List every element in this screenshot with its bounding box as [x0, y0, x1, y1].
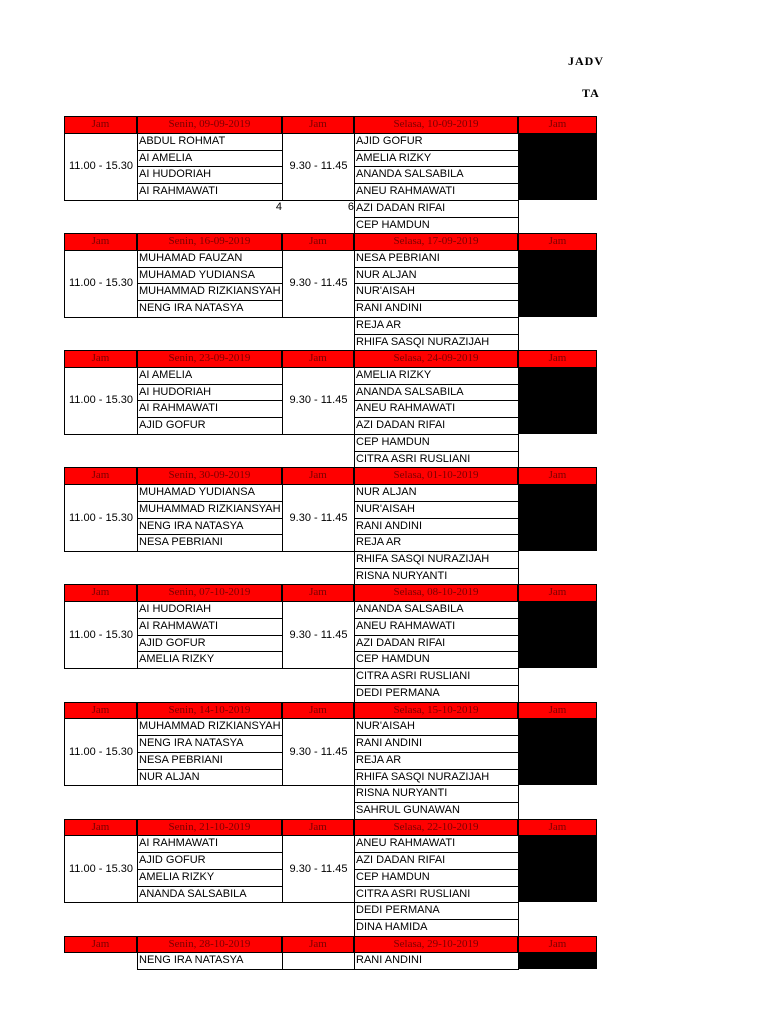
tuesday-participant: AZI DADAN RIFAI	[354, 852, 519, 870]
monday-participant: AI HUDORIAH	[137, 384, 283, 402]
monday-participant: NESA PEBRIANI	[137, 752, 283, 770]
header-tuesday-date: Selasa, 24-09-2019	[354, 350, 518, 368]
header-jam: Jam	[64, 350, 137, 368]
tuesday-participant: NUR'AISAH	[354, 718, 519, 736]
tuesday-participant: AMELIA RIZKY	[354, 150, 519, 168]
header-jam: Jam	[518, 467, 597, 485]
tuesday-participant: CEP HAMDUN	[354, 651, 519, 669]
monday-participant: ANANDA SALSABILA	[137, 886, 283, 904]
header-jam: Jam	[64, 467, 137, 485]
tuesday-participant: REJA AR	[354, 752, 519, 770]
monday-participant: NENG IRA NATASYA	[137, 952, 283, 970]
tuesday-participant: AZI DADAN RIFAI	[354, 635, 519, 653]
tuesday-participant: CITRA ASRI RUSLIANI	[354, 668, 519, 686]
blocked-cell	[518, 718, 597, 785]
tuesday-participant: RANI ANDINI	[354, 735, 519, 753]
tuesday-participant: AMELIA RIZKY	[354, 367, 519, 385]
monday-participant: AI RAHMAWATI	[137, 835, 283, 853]
monday-participant: MUHAMMAD RIZKIANSYAH	[137, 501, 283, 519]
header-tuesday-date: Selasa, 17-09-2019	[354, 233, 518, 251]
monday-participant: AJID GOFUR	[137, 635, 283, 653]
monday-participant: MUHAMAD FAUZAN	[137, 250, 283, 268]
monday-participant: NENG IRA NATASYA	[137, 300, 283, 318]
tuesday-time-cell: 9.30 - 11.45	[282, 835, 355, 903]
header-jam: Jam	[518, 819, 597, 837]
header-jam: Jam	[282, 819, 354, 837]
document-title-line1: JADV	[568, 54, 604, 68]
header-jam: Jam	[64, 936, 137, 954]
tuesday-participant: AZI DADAN RIFAI	[354, 417, 519, 435]
header-jam: Jam	[282, 467, 354, 485]
tuesday-participant: ANEU RAHMAWATI	[354, 618, 519, 636]
tuesday-participant: RHIFA SASQI NURAZIJAH	[354, 551, 519, 569]
monday-time-cell: 11.00 - 15.30	[64, 484, 138, 552]
header-jam: Jam	[282, 584, 354, 602]
monday-time-cell: 11.00 - 15.30	[64, 250, 138, 318]
tuesday-participant: NESA PEBRIANI	[354, 250, 519, 268]
tuesday-participant: RHIFA SASQI NURAZIJAH	[354, 334, 519, 352]
header-jam: Jam	[518, 936, 597, 954]
count-value: 4	[275, 200, 282, 213]
monday-participant: AI HUDORIAH	[137, 166, 283, 184]
monday-participant: MUHAMAD YUDIANSA	[137, 484, 283, 502]
monday-participant: AMELIA RIZKY	[137, 651, 283, 669]
tuesday-time-cell: 9.30 - 11.45	[282, 367, 355, 435]
monday-participant: NENG IRA NATASYA	[137, 518, 283, 536]
monday-participant: MUHAMAD YUDIANSA	[137, 267, 283, 285]
header-jam: Jam	[282, 116, 354, 134]
tuesday-participant: ANANDA SALSABILA	[354, 384, 519, 402]
tuesday-participant: ANEU RAHMAWATI	[354, 835, 519, 853]
document-title-line2: TA	[582, 86, 600, 100]
monday-time-cell: 11.00 - 15.30	[64, 601, 138, 669]
header-jam: Jam	[64, 233, 137, 251]
tuesday-participant: DEDI PERMANA	[354, 902, 519, 920]
tuesday-participant: ANEU RAHMAWATI	[354, 183, 519, 201]
blocked-cell	[518, 484, 597, 551]
header-jam: Jam	[518, 584, 597, 602]
tuesday-participant: NUR ALJAN	[354, 484, 519, 502]
tuesday-participant: REJA AR	[354, 534, 519, 552]
header-tuesday-date: Selasa, 29-10-2019	[354, 936, 518, 954]
monday-participant: AI RAHMAWATI	[137, 618, 283, 636]
tuesday-participant: DEDI PERMANA	[354, 685, 519, 703]
monday-participant: AJID GOFUR	[137, 417, 283, 435]
monday-participant: AI AMELIA	[137, 367, 283, 385]
blocked-cell	[518, 133, 597, 200]
blocked-cell	[518, 835, 597, 902]
header-jam: Jam	[64, 116, 137, 134]
monday-time-cell: 11.00 - 15.30	[64, 835, 138, 903]
tuesday-participant: AJID GOFUR	[354, 133, 519, 151]
tuesday-participant: DINA HAMIDA	[354, 919, 519, 937]
header-monday-date: Senin, 07-10-2019	[137, 584, 282, 602]
header-jam: Jam	[64, 819, 137, 837]
header-jam: Jam	[518, 116, 597, 134]
tuesday-time-cell: 9.30 - 11.45	[282, 601, 355, 669]
tuesday-participant: NUR'AISAH	[354, 283, 519, 301]
tuesday-time-cell: 9.30 - 11.45	[282, 133, 355, 201]
monday-participant: MUHAMMAD RIZKIANSYAH	[137, 283, 283, 301]
header-jam: Jam	[518, 702, 597, 720]
tuesday-participant: RANI ANDINI	[354, 518, 519, 536]
monday-participant: AMELIA RIZKY	[137, 869, 283, 887]
tuesday-participant: NUR ALJAN	[354, 267, 519, 285]
tuesday-participant: ANANDA SALSABILA	[354, 601, 519, 619]
blocked-cell	[518, 952, 597, 969]
header-monday-date: Senin, 21-10-2019	[137, 819, 282, 837]
monday-participant: AI AMELIA	[137, 150, 283, 168]
count-value: 6	[347, 200, 354, 213]
tuesday-participant: ANEU RAHMAWATI	[354, 400, 519, 418]
monday-time-cell: 11.00 - 15.30	[64, 718, 138, 786]
tuesday-participant: SAHRUL GUNAWAN	[354, 802, 519, 820]
blocked-cell	[518, 250, 597, 317]
blocked-cell	[518, 367, 597, 434]
tuesday-participant: CEP HAMDUN	[354, 217, 519, 235]
tuesday-participant: RISNA NURYANTI	[354, 568, 519, 586]
header-tuesday-date: Selasa, 10-09-2019	[354, 116, 518, 134]
tuesday-participant: CEP HAMDUN	[354, 434, 519, 452]
header-tuesday-date: Selasa, 22-10-2019	[354, 819, 518, 837]
monday-participant: MUHAMMAD RIZKIANSYAH	[137, 718, 283, 736]
header-jam: Jam	[64, 584, 137, 602]
header-monday-date: Senin, 23-09-2019	[137, 350, 282, 368]
monday-participant: AI HUDORIAH	[137, 601, 283, 619]
header-jam: Jam	[518, 233, 597, 251]
tuesday-participant: RANI ANDINI	[354, 300, 519, 318]
header-jam: Jam	[282, 350, 354, 368]
tuesday-time-cell	[282, 952, 355, 970]
header-jam: Jam	[282, 702, 354, 720]
blocked-cell	[518, 601, 597, 668]
monday-time-cell: 11.00 - 15.30	[64, 367, 138, 435]
header-jam: Jam	[282, 233, 354, 251]
monday-participant: AJID GOFUR	[137, 852, 283, 870]
tuesday-participant: ANANDA SALSABILA	[354, 166, 519, 184]
header-monday-date: Senin, 28-10-2019	[137, 936, 282, 954]
tuesday-participant: CITRA ASRI RUSLIANI	[354, 451, 519, 469]
header-monday-date: Senin, 16-09-2019	[137, 233, 282, 251]
header-monday-date: Senin, 09-09-2019	[137, 116, 282, 134]
tuesday-participant: REJA AR	[354, 317, 519, 335]
tuesday-participant: CEP HAMDUN	[354, 869, 519, 887]
monday-participant: ABDUL ROHMAT	[137, 133, 283, 151]
tuesday-participant: RANI ANDINI	[354, 952, 519, 970]
monday-time-cell: 11.00 - 15.30	[64, 133, 138, 201]
header-monday-date: Senin, 14-10-2019	[137, 702, 282, 720]
monday-participant: NUR ALJAN	[137, 769, 283, 787]
tuesday-participant: RHIFA SASQI NURAZIJAH	[354, 769, 519, 787]
header-monday-date: Senin, 30-09-2019	[137, 467, 282, 485]
monday-participant: AI RAHMAWATI	[137, 400, 283, 418]
header-tuesday-date: Selasa, 08-10-2019	[354, 584, 518, 602]
tuesday-time-cell: 9.30 - 11.45	[282, 484, 355, 552]
header-jam: Jam	[64, 702, 137, 720]
header-jam: Jam	[282, 936, 354, 954]
monday-participant: NENG IRA NATASYA	[137, 735, 283, 753]
tuesday-participant: NUR'AISAH	[354, 501, 519, 519]
monday-participant: NESA PEBRIANI	[137, 534, 283, 552]
header-jam: Jam	[518, 350, 597, 368]
tuesday-participant: AZI DADAN RIFAI	[354, 200, 519, 218]
tuesday-time-cell: 9.30 - 11.45	[282, 250, 355, 318]
header-tuesday-date: Selasa, 15-10-2019	[354, 702, 518, 720]
header-tuesday-date: Selasa, 01-10-2019	[354, 467, 518, 485]
tuesday-time-cell: 9.30 - 11.45	[282, 718, 355, 786]
tuesday-participant: RISNA NURYANTI	[354, 785, 519, 803]
tuesday-participant: CITRA ASRI RUSLIANI	[354, 886, 519, 904]
monday-participant: AI RAHMAWATI	[137, 183, 283, 201]
